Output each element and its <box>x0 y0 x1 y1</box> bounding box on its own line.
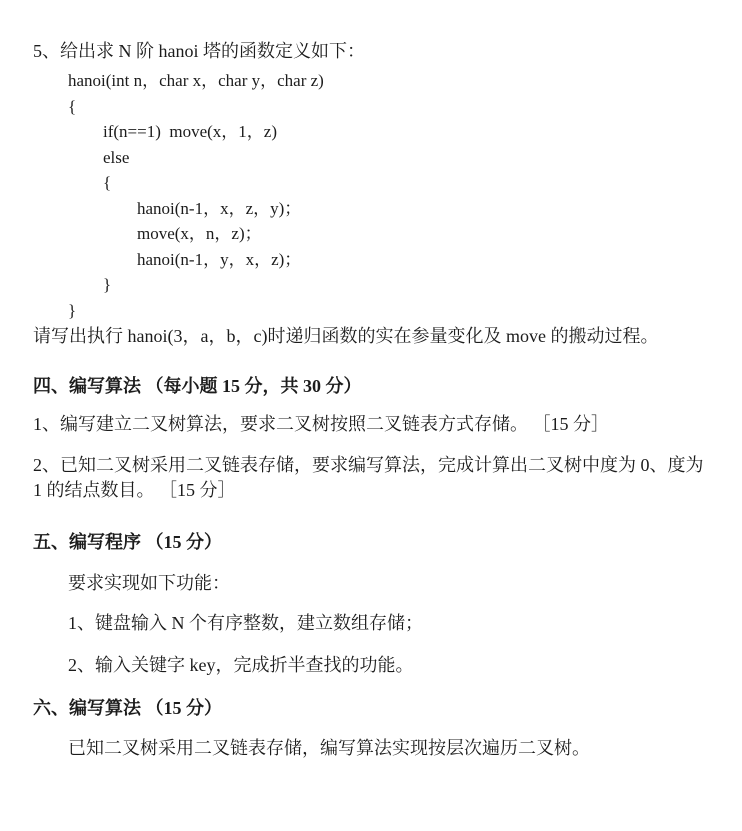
hanoi-code-block <box>33 68 716 323</box>
section5-item-1: 1、键盘输入 N 个有序整数，建立数组存储； <box>68 613 423 633</box>
section5-heading: 五、编写程序 （15 分） <box>33 532 222 552</box>
code-line: } <box>103 275 112 294</box>
code-line: move(x，n，z)； <box>137 224 262 243</box>
code-line: hanoi(n-1，x，z，y)； <box>137 198 302 218</box>
question5-title: 5、给出求 N 阶 hanoi 塔的函数定义如下： <box>33 41 365 61</box>
code-line: { <box>103 173 112 192</box>
code-line: hanoi(int n，char x，char y，char z) <box>68 71 324 90</box>
code-line: else <box>103 147 130 167</box>
code-line: { <box>68 96 77 116</box>
section6-heading: 六、编写算法 （15 分） <box>33 698 222 718</box>
code-line: hanoi(n-1，y，x，z)； <box>137 249 302 269</box>
code-line: if(n==1) move(x，1，z) <box>103 122 278 141</box>
section4-item-2: 2、已知二叉树采用二叉链表存储，要求编写算法，完成计算出二叉树中度为 0、度为 1 的结点数目。 ［15 分］ <box>33 455 704 500</box>
section6-body: 已知二叉树采用二叉链表存储，编写算法实现按层次遍历二叉树。 <box>68 738 590 758</box>
question5-footer: 请写出执行 hanoi(3，a，b，c)时递归函数的实在参量变化及 move 的搬动过程。 <box>33 326 659 346</box>
section5-intro: 要求实现如下功能： <box>68 573 230 593</box>
section5-item-2: 2、输入关键字 key，完成折半查找的功能。 <box>68 655 414 675</box>
section4-item-1: 1、编写建立二叉树算法，要求二叉树按照二叉链表方式存储。 ［15 分］ <box>33 414 609 434</box>
code-line: } <box>68 300 77 320</box>
section4-heading: 四、编写算法 （每小题 15 分，共 30 分） <box>33 376 362 396</box>
